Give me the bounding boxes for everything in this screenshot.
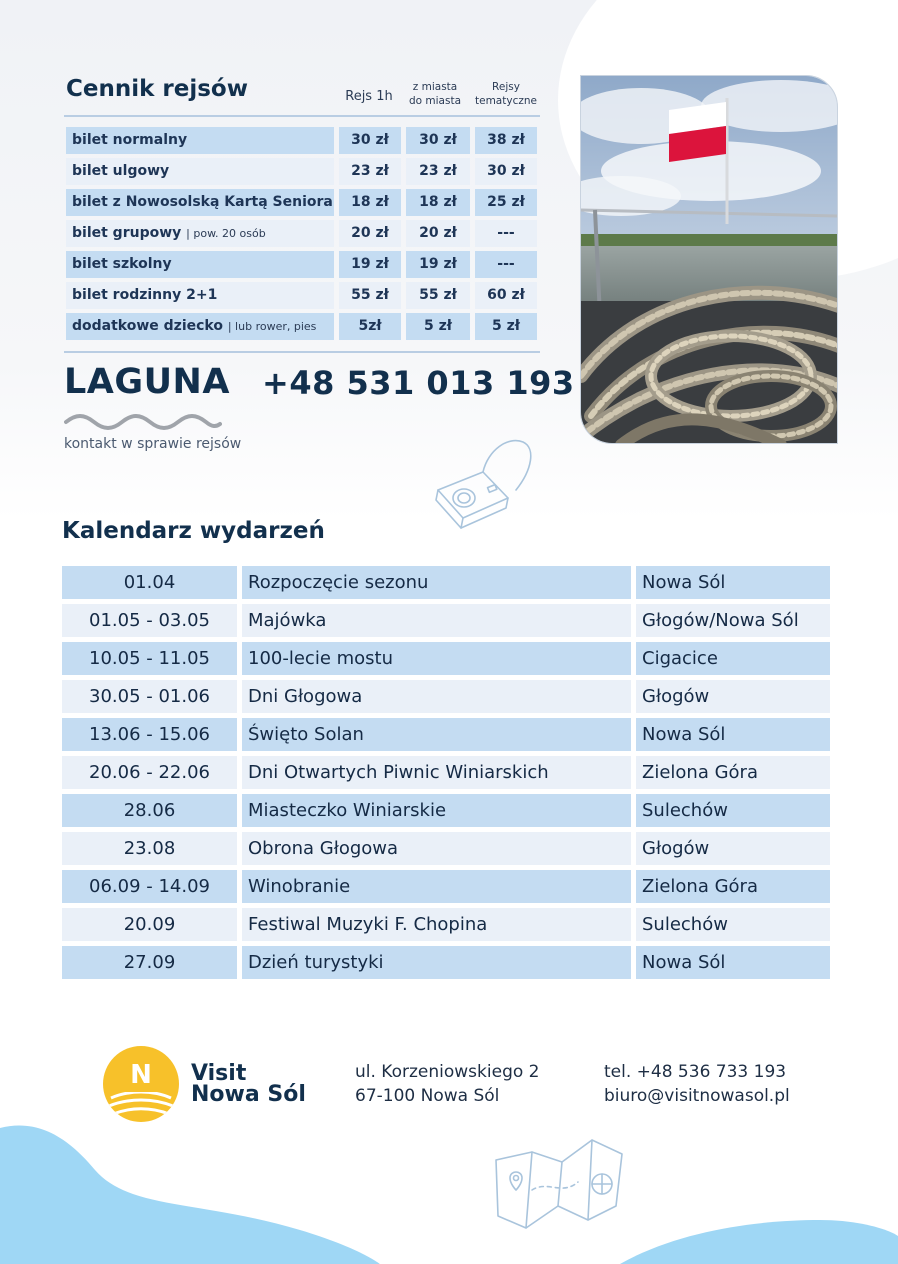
- price-city: 20 zł: [406, 220, 470, 247]
- event-date: 20.09: [62, 908, 237, 941]
- price-themed: 38 zł: [475, 127, 537, 154]
- price-note: | pow. 20 osób: [186, 227, 266, 240]
- price-1h: 5zł: [339, 313, 401, 340]
- price-1h: 20 zł: [339, 220, 401, 247]
- event-name: Dni Głogowa: [242, 680, 631, 713]
- event-name: Majówka: [242, 604, 631, 637]
- price-1h: 18 zł: [339, 189, 401, 216]
- price-themed: 25 zł: [475, 189, 537, 216]
- price-label: bilet szkolny: [66, 251, 334, 278]
- visit-nowa-sol-logo: [103, 1046, 179, 1122]
- calendar-title: Kalendarz wydarzeń: [62, 518, 325, 544]
- event-name: Dzień turystyki: [242, 946, 631, 979]
- office-email[interactable]: biuro@visitnowasol.pl: [604, 1086, 790, 1106]
- event-place: Nowa Sól: [636, 718, 830, 751]
- price-label: bilet normalny: [66, 127, 334, 154]
- folded-map-icon: [492, 1132, 627, 1232]
- price-themed: 60 zł: [475, 282, 537, 309]
- price-label: bilet grupowy | pow. 20 osób: [66, 220, 334, 247]
- event-date: 20.06 - 22.06: [62, 756, 237, 789]
- event-name: Festiwal Muzyki F. Chopina: [242, 908, 631, 941]
- office-phone[interactable]: tel. +48 536 733 193: [604, 1062, 787, 1082]
- boat-name: LAGUNA: [64, 362, 230, 402]
- price-1h: 30 zł: [339, 127, 401, 154]
- event-date: 13.06 - 15.06: [62, 718, 237, 751]
- contact-caption: kontakt w sprawie rejsów: [64, 436, 242, 452]
- price-1h: 55 zł: [339, 282, 401, 309]
- brand-line-1: Visit: [191, 1061, 247, 1086]
- event-date: 01.05 - 03.05: [62, 604, 237, 637]
- address-street: ul. Korzeniowskiego 2: [355, 1062, 540, 1082]
- price-city: 5 zł: [406, 313, 470, 340]
- event-place: Głogów/Nowa Sól: [636, 604, 830, 637]
- event-date: 01.04: [62, 566, 237, 599]
- event-place: Sulechów: [636, 794, 830, 827]
- event-date: 28.06: [62, 794, 237, 827]
- event-date: 27.09: [62, 946, 237, 979]
- pricing-col-themed: Rejsy tematyczne: [475, 81, 537, 107]
- price-themed: ---: [475, 220, 537, 247]
- event-place: Głogów: [636, 832, 830, 865]
- price-1h: 19 zł: [339, 251, 401, 278]
- price-label: bilet z Nowosolską Kartą Seniora: [66, 189, 334, 216]
- event-date: 06.09 - 14.09: [62, 870, 237, 903]
- event-place: Głogów: [636, 680, 830, 713]
- price-label: bilet rodzinny 2+1: [66, 282, 334, 309]
- price-themed: 30 zł: [475, 158, 537, 185]
- brand-line-2: Nowa Sól: [191, 1082, 306, 1107]
- logo-wave-icon: [103, 1092, 179, 1122]
- wave-icon: [64, 412, 222, 430]
- event-place: Cigacice: [636, 642, 830, 675]
- price-label: dodatkowe dziecko | lub rower, pies: [66, 313, 334, 340]
- price-city: 23 zł: [406, 158, 470, 185]
- pricing-top-rule: [64, 115, 540, 117]
- event-name: Obrona Głogowa: [242, 832, 631, 865]
- address-city: 67-100 Nowa Sól: [355, 1086, 500, 1106]
- price-themed: 5 zł: [475, 313, 537, 340]
- event-place: Nowa Sól: [636, 566, 830, 599]
- event-place: Nowa Sól: [636, 946, 830, 979]
- event-place: Zielona Góra: [636, 870, 830, 903]
- pricing-bottom-rule: [64, 351, 540, 353]
- price-city: 18 zł: [406, 189, 470, 216]
- event-name: Dni Otwartych Piwnic Winiarskich: [242, 756, 631, 789]
- event-date: 10.05 - 11.05: [62, 642, 237, 675]
- pricing-title: Cennik rejsów: [66, 76, 248, 102]
- event-name: 100-lecie mostu: [242, 642, 631, 675]
- event-name: Miasteczko Winiarskie: [242, 794, 631, 827]
- camera-outline-icon: [428, 430, 538, 535]
- event-name: Winobranie: [242, 870, 631, 903]
- price-1h: 23 zł: [339, 158, 401, 185]
- price-note: | lub rower, pies: [227, 320, 317, 333]
- event-place: Zielona Góra: [636, 756, 830, 789]
- flag-and-rope-photo: [580, 75, 838, 444]
- logo-letter: N: [130, 1060, 152, 1090]
- price-city: 19 zł: [406, 251, 470, 278]
- price-city: 55 zł: [406, 282, 470, 309]
- price-themed: ---: [475, 251, 537, 278]
- event-name: Rozpoczęcie sezonu: [242, 566, 631, 599]
- price-city: 30 zł: [406, 127, 470, 154]
- event-date: 23.08: [62, 832, 237, 865]
- event-name: Święto Solan: [242, 718, 631, 751]
- pricing-col-1h: Rejs 1h: [345, 89, 393, 104]
- event-place: Sulechów: [636, 908, 830, 941]
- price-label: bilet ulgowy: [66, 158, 334, 185]
- pricing-col-city: z miasta do miasta: [408, 81, 462, 107]
- boat-phone[interactable]: +48 531 013 193: [262, 364, 575, 402]
- event-date: 30.05 - 01.06: [62, 680, 237, 713]
